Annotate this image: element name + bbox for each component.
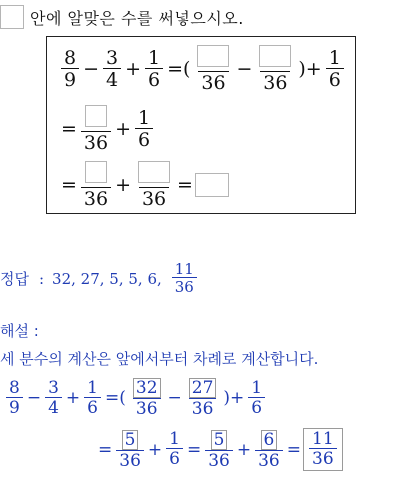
answer-fraction: $\frac{11}{36}$ xyxy=(172,262,197,295)
numerator-input-box[interactable] xyxy=(85,161,107,183)
problem-row-1: $\frac{8}{9}$ − $\frac{3}{4}$ + $\frac{1}{6}$ =( 36 − 36 )+ $\frac{1}{6}$ xyxy=(59,45,346,93)
fraction: $\frac{1}{6}$ xyxy=(84,380,101,417)
problem-row-3: = 36 + 36 = xyxy=(59,161,229,209)
problem-row-2: = 36 + $\frac{1}{6}$ xyxy=(59,105,155,153)
blank-fraction: 36 xyxy=(256,45,294,93)
fraction: $\frac{1}{6}$ xyxy=(326,49,344,90)
blank-fraction: 36 xyxy=(194,45,232,93)
fraction: $\frac{5}{36}$ xyxy=(116,430,144,470)
numerator-input-box[interactable] xyxy=(85,105,107,127)
explanation-row-2: = $\frac{5}{36}$ + $\frac{1}{6}$ = $\frac{5}{36}$ + $\frac{6}{36}$ = $\frac{11}{36}$ xyxy=(96,428,343,471)
blank-fraction: 36 xyxy=(81,105,111,153)
filled-answer-box: 32 xyxy=(133,378,161,398)
fraction: $\frac{32}{36}$ xyxy=(130,378,164,418)
answer-box-icon xyxy=(0,5,24,29)
fraction: $\frac{8}{9}$ xyxy=(6,380,23,417)
explanation-title: 해설 : xyxy=(0,322,39,340)
fraction: $\frac{1}{6}$ xyxy=(166,431,183,468)
fraction: $\frac{27}{36}$ xyxy=(186,378,220,418)
fraction: $\frac{6}{36}$ xyxy=(255,430,283,470)
blank-fraction: 36 xyxy=(81,161,111,209)
filled-answer-box: 27 xyxy=(189,378,217,398)
fraction: $\frac{5}{36}$ xyxy=(205,430,233,470)
explanation-row-1: $\frac{8}{9}$ − $\frac{3}{4}$ + $\frac{1}{6}$ =( $\frac{32}{36}$ − $\frac{27}{36}$ )+ $\frac{1}{6}$ xyxy=(4,378,267,418)
fraction: $\frac{11}{36}$ xyxy=(309,431,337,468)
instruction-text: 안에 알맞은 수를 써넣으시오. xyxy=(30,8,244,28)
explanation-text: 세 분수의 계산은 앞에서부터 차례로 계산합니다. xyxy=(0,350,319,368)
answer-values: 32, 27, 5, 5, 6, xyxy=(52,269,162,288)
numerator-input-box[interactable] xyxy=(197,45,229,67)
fraction: $\frac{1}{6}$ xyxy=(135,109,153,150)
fraction: $\frac{1}{6}$ xyxy=(248,380,265,417)
filled-answer-box: 5 xyxy=(122,430,139,450)
blank-fraction: 36 xyxy=(135,161,173,209)
answer-colon: : xyxy=(38,269,45,288)
answer-line xyxy=(0,262,199,295)
fraction: $\frac{3}{4}$ xyxy=(45,380,62,417)
fraction: $\frac{8}{9}$ xyxy=(61,49,79,90)
result-input-box[interactable] xyxy=(195,173,229,197)
answer-label: 정답 xyxy=(0,270,29,288)
fraction: $\frac{3}{4}$ xyxy=(103,49,121,90)
filled-answer-box: 6 xyxy=(261,430,278,450)
numerator-input-box[interactable] xyxy=(259,45,291,67)
instruction-header xyxy=(0,4,244,30)
filled-answer-box: 5 xyxy=(211,430,228,450)
final-answer-box xyxy=(303,428,343,471)
numerator-input-box[interactable] xyxy=(138,161,170,183)
problem-box xyxy=(46,36,356,214)
fraction: $\frac{1}{6}$ xyxy=(145,49,163,90)
